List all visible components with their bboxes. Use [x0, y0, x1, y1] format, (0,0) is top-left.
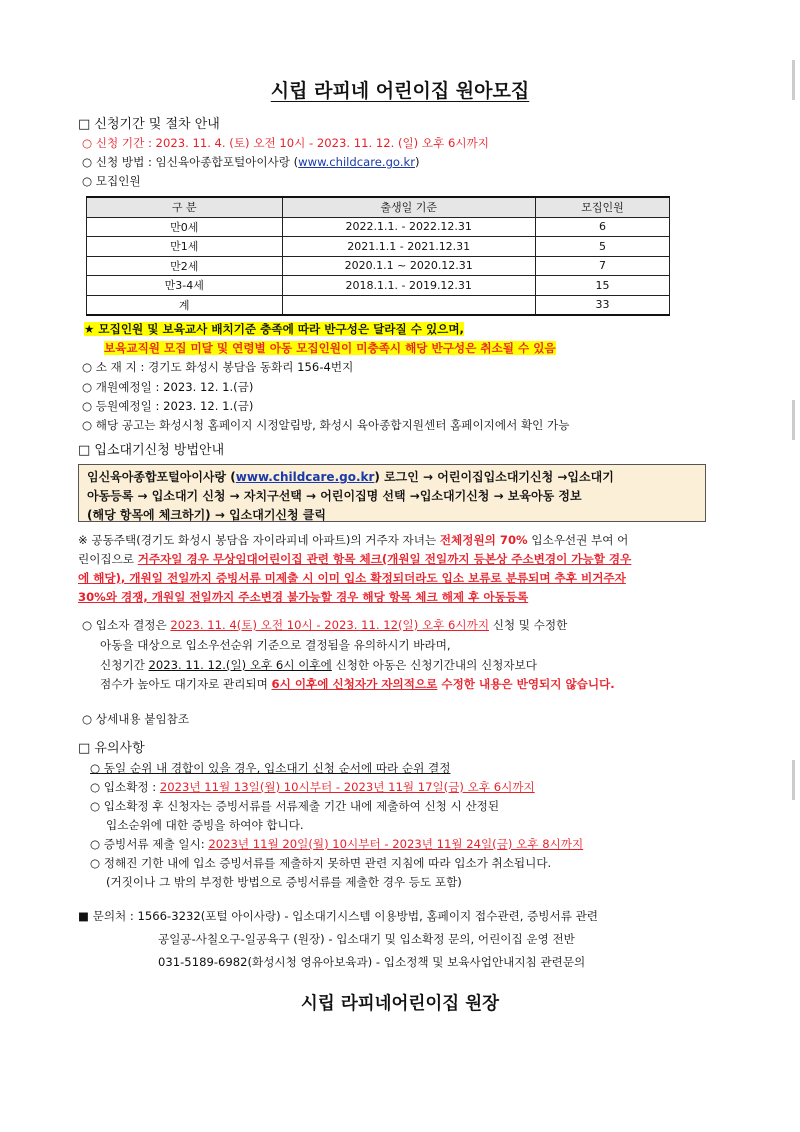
- table-header-cell: 구 분: [87, 197, 283, 217]
- childcare-portal-link[interactable]: www.childcare.go.kr: [235, 470, 375, 484]
- recruit-label: ○ 모집인원: [82, 174, 141, 188]
- page-edge-mark: [792, 60, 795, 100]
- childcare-portal-link[interactable]: www.childcare.go.kr: [298, 155, 415, 169]
- class-notice-2: 보육교직원 모집 미달 및 연령별 아동 모집인원이 미충족시 해당 반구성은 취소될 수 있음: [104, 341, 556, 355]
- table-cell: 2018.1.1. - 2019.12.31: [282, 276, 535, 296]
- table-row: [87, 217, 670, 237]
- apartment-priority-line-1: ※ 공동주택(경기도 화성시 봉담읍 자이라피네 아파트)의 거주자 자녀는 전체정원의 70% 입소우선권 부여 어: [78, 533, 629, 547]
- contact-line-3: 031-5189-6982(화성시청 영유아보육과) - 입소정책 및 보육사업안내지침 관련문의: [158, 955, 586, 969]
- period-section-heading: □ 신청기간 및 절차 안내: [78, 117, 220, 132]
- table-cell: 2020.1.1 ~ 2020.12.31: [282, 256, 535, 276]
- table-cell: 계: [87, 295, 283, 315]
- decision-line-1: ○ 입소자 결정은 2023. 11. 4(토) 오전 10시 - 2023. 11. 12(일) 오후 6시까지 신청 및 수정한: [82, 618, 568, 632]
- apartment-priority-line-2: 린이집으로 거주자일 경우 무상임대어린이집 관련 항목 체크(개원일 전일까지 등본상 주소변경이 가능할 경우: [78, 552, 632, 566]
- apartment-priority-line-3: 에 해당), 개원일 전일까지 증빙서류 미제출 시 이미 입소 확정되더라도 입소 보류로 분류되며 추후 비거주자: [78, 571, 626, 585]
- decision-line-3: 신청기간 2023. 11. 12.(일) 오후 6시 이후에 신청한 아동은 신청기간내의 신청자보다: [100, 658, 537, 672]
- detail-reference-line: ○ 상세내용 붙임참조: [82, 712, 190, 726]
- caution-4: ○ 증빙서류 제출 일시: 2023년 11월 20일(월) 10시부터 - 2023년 11월 24일(금) 오후 8시까지: [90, 837, 584, 851]
- table-cell: 만0세: [87, 217, 283, 237]
- page-edge-mark: [792, 400, 795, 440]
- table-header-cell: 모집인원: [535, 197, 669, 217]
- table-cell: 만2세: [87, 256, 283, 276]
- contact-line-2: 공일공-사칠오구-일공육구 (원장) - 입소대기 및 입소확정 문의, 어린이집 운영 전반: [158, 932, 575, 946]
- enroll-date-line: ○ 등원예정일 : 2023. 12. 1.(금): [82, 399, 254, 413]
- table-cell: 만3-4세: [87, 276, 283, 296]
- table-cell: 7: [535, 256, 669, 276]
- class-notice-1: ★ 모집인원 및 보육교사 배치기준 충족에 따라 반구성은 달라질 수 있으며,: [84, 322, 464, 336]
- table-cell: 5: [535, 237, 669, 257]
- page-edge-mark: [792, 760, 795, 800]
- table-cell: 만1세: [87, 237, 283, 257]
- application-period: ○ 신청 기간 : 2023. 11. 4. (토) 오전 10시 - 2023. 11. 12. (일) 오후 6시까지: [82, 136, 489, 150]
- caution-1: ○ 동일 순위 내 경합이 있을 경우, 입소대기 신청 순서에 따라 순위 결정: [90, 761, 451, 775]
- decision-line-4: 점수가 높아도 대기자로 관리되며 6시 이후에 신청자가 자의적으로 수정한 내용은 반영되지 않습니다.: [100, 677, 615, 691]
- cautions-section-heading: □ 유의사항: [78, 741, 145, 756]
- waitlist-section-heading: □ 입소대기신청 방법안내: [78, 443, 225, 458]
- caution-3: ○ 입소확정 후 신청자는 증빙서류를 서류제출 기간 내에 제출하여 신청 시 산정된: [90, 799, 500, 813]
- table-total-row: [87, 295, 670, 315]
- signature-footer: 시립 라피네어린이집 원장: [300, 994, 500, 1014]
- application-method: ○ 신청 방법 : 임신육아종합포털아이사랑 (www.childcare.go.kr): [82, 155, 420, 169]
- table-cell: 6: [535, 217, 669, 237]
- apartment-priority-line-4: 30%와 경쟁, 개원일 전일까지 주소변경 불가능할 경우 해당 항목 체크 해제 후 아동등록: [78, 590, 529, 604]
- table-row: [87, 276, 670, 296]
- caution-5: ○ 정해진 기한 내에 입소 증빙서류를 제출하지 못하면 관련 지침에 따라 입소가 취소됩니다.: [90, 856, 552, 870]
- recruit-table: [86, 196, 670, 316]
- table-header-cell: 출생일 기준: [282, 197, 535, 217]
- table-row: [87, 237, 670, 257]
- table-cell: 15: [535, 276, 669, 296]
- caution-2: ○ 입소확정 : 2023년 11월 13일(월) 10시부터 - 2023년 11월 17일(금) 오후 6시까지: [90, 780, 535, 794]
- waitlist-procedure-box: 임신육아종합포털아이사랑 (www.childcare.go.kr) 로그인 → 어린이집입소대기신청 →입소대기 아동등록 → 입소대기 신청 → 자치구선택 → 어린이집명 선택 →입소대기신청 → 보육아동 정보 (해당 항목에 체크하기) → 입소대기신청 클릭: [78, 464, 706, 522]
- decision-line-2: 아동을 대상으로 입소우선순위 기준으로 결정됨을 유의하시기 바라며,: [100, 638, 451, 652]
- open-date-line: ○ 개원예정일 : 2023. 12. 1.(금): [82, 380, 254, 394]
- table-row: [87, 256, 670, 276]
- caution-3-continued: 입소순위에 대한 증빙을 하여야 합니다.: [106, 818, 304, 832]
- table-cell: 33: [535, 295, 669, 315]
- table-cell: 2022.1.1. - 2022.12.31: [282, 217, 535, 237]
- address-line: ○ 소 재 지 : 경기도 화성시 봉담읍 동화리 156-4번지: [82, 360, 354, 374]
- notice-source-line: ○ 해당 공고는 화성시청 홈페이지 시정알림방, 화성시 육아종합지원센터 홈페이지에서 확인 가능: [82, 418, 570, 432]
- table-cell: [282, 295, 535, 315]
- table-header-row: [87, 197, 670, 217]
- caution-5-continued: (거짓이나 그 밖의 부정한 방법으로 증빙서류를 제출한 경우 등도 포함): [106, 875, 462, 889]
- table-cell: 2021.1.1 - 2021.12.31: [282, 237, 535, 257]
- contact-line-1: ■ 문의처 : 1566-3232(포털 아이사랑) - 입소대기시스템 이용방법, 홈페이지 접수관련, 증빙서류 관련: [78, 909, 598, 923]
- page-title: 시립 라피네 어린이집 원아모집: [270, 80, 530, 102]
